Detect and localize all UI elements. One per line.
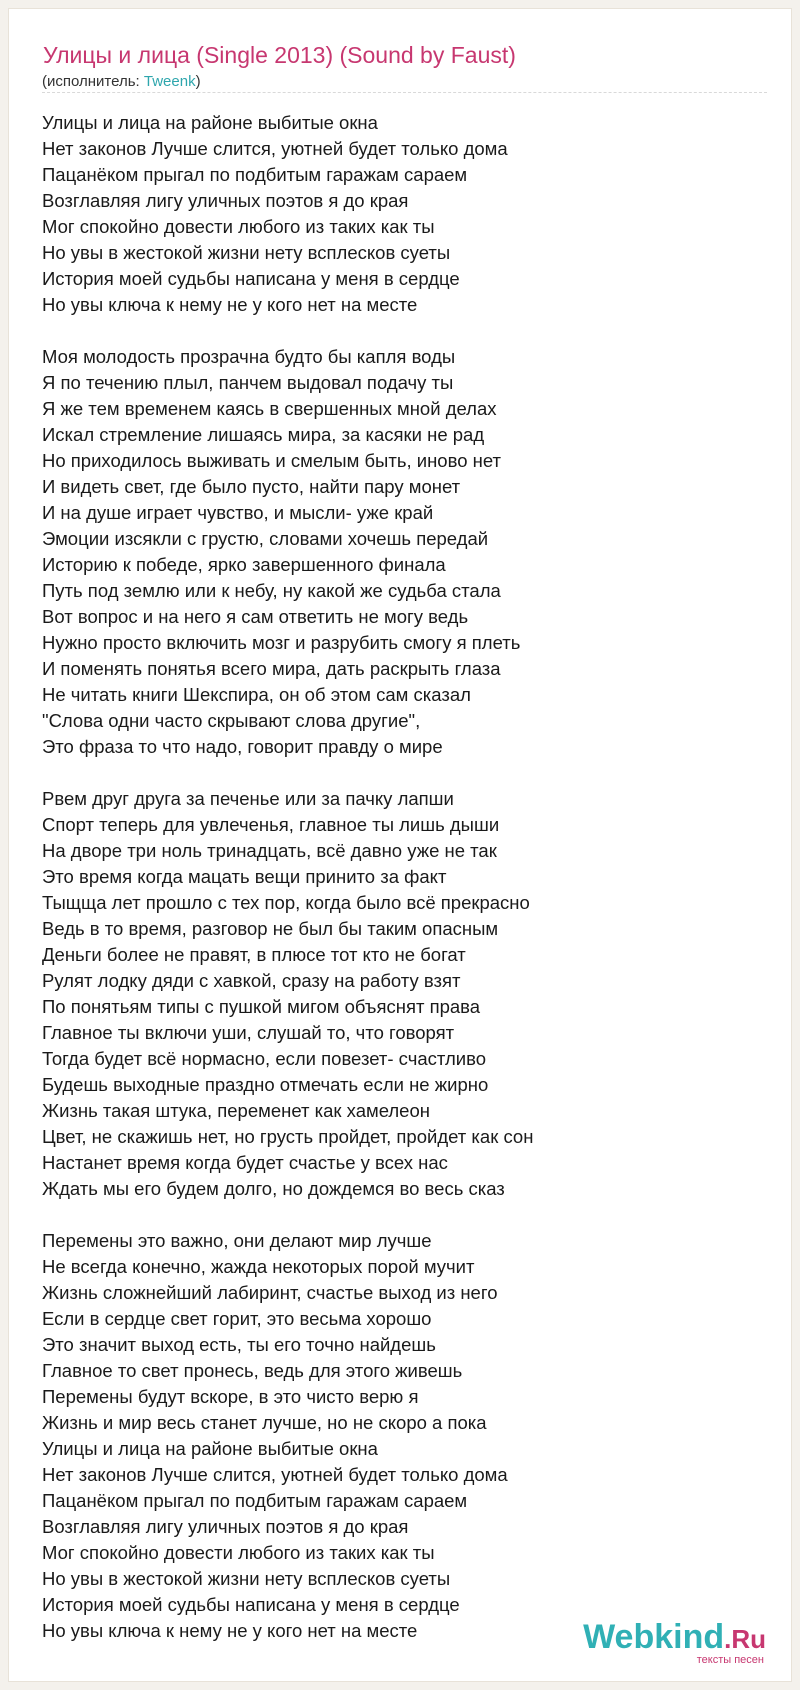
page-card	[9, 9, 791, 1681]
logo-main: Webkind	[583, 1618, 725, 1656]
lyric-line: Мог спокойно довести любого из таких как ты	[42, 216, 435, 237]
header-divider	[42, 92, 767, 93]
lyric-line: И на душе играет чувство, и мысли- уже край	[42, 502, 434, 523]
lyric-line: Не читать книги Шекспира, он об этом сам сказал	[42, 684, 471, 705]
lyric-line: Вот вопрос и на него я сам ответить не могу ведь	[42, 606, 469, 627]
lyrics-body	[42, 110, 762, 1670]
lyric-line: Настанет время когда будет счастье у всех нас	[42, 1152, 448, 1173]
logo-wordmark	[583, 1620, 766, 1656]
lyrics-stanza	[42, 1228, 762, 1644]
lyric-line: Рулят лодку дяди с хавкой, сразу на работу взят	[42, 970, 461, 991]
lyric-line: История моей судьбы написана у меня в сердце	[42, 268, 460, 289]
lyric-line: Улицы и лица на районе выбитые окна	[42, 1438, 378, 1459]
lyric-line: Перемены это важно, они делают мир лучше	[42, 1230, 432, 1251]
lyric-line: Пацанёком прыгал по подбитым гаражам сараем	[42, 1490, 468, 1511]
lyric-line: Нет законов Лучше слится, уютней будет только дома	[42, 138, 508, 159]
lyric-line: И видеть свет, где было пусто, найти пару монет	[42, 476, 461, 497]
lyric-line: Жизнь сложнейший лабиринт, счастье выход из него	[42, 1282, 498, 1303]
lyric-line: Путь под землю или к небу, ну какой же судьба стала	[42, 580, 501, 601]
lyric-line: Эмоции изсякли с грустю, словами хочешь передай	[42, 528, 489, 549]
lyric-line: Улицы и лица на районе выбитые окна	[42, 112, 378, 133]
artist-prefix: (исполнитель:	[42, 73, 144, 90]
lyric-line: Это фраза то что надо, говорит правду о мире	[42, 736, 443, 757]
lyric-line: Перемены будут вскоре, в это чисто верю я	[42, 1386, 419, 1407]
lyric-line: Искал стремление лишаясь мира, за касяки не рад	[42, 424, 485, 445]
lyric-line: Ведь в то время, разговор не был бы таким опасным	[42, 918, 499, 939]
site-logo[interactable]	[583, 1620, 766, 1666]
lyric-line: Ждать мы его будем долго, но дождемся во весь сказ	[42, 1178, 505, 1199]
lyric-line: Главное то свет пронесь, ведь для этого живешь	[42, 1360, 463, 1381]
lyric-line: Жизнь и мир весь станет лучше, но не скоро а пока	[42, 1412, 487, 1433]
lyric-line: Но увы ключа к нему не у кого нет на месте	[42, 294, 418, 315]
lyric-line: Это время когда мацать вещи принито за факт	[42, 866, 447, 887]
lyric-line: Возглавляя лигу уличных поэтов я до края	[42, 190, 409, 211]
artist-link[interactable]: Tweenk	[143, 73, 196, 90]
lyric-line: Но увы ключа к нему не у кого нет на месте	[42, 1620, 418, 1641]
artist-suffix: )	[195, 73, 201, 90]
lyric-line: Но приходилось выживать и смелым быть, иново нет	[42, 450, 501, 471]
lyrics-stanza	[42, 110, 762, 318]
lyric-line: По понятьям типы с пушкой мигом объяснят права	[42, 996, 481, 1017]
lyric-line: Нет законов Лучше слится, уютней будет только дома	[42, 1464, 508, 1485]
lyric-line: Историю к победе, ярко завершенного финала	[42, 554, 446, 575]
lyric-line: Мог спокойно довести любого из таких как ты	[42, 1542, 435, 1563]
lyric-line: Но увы в жестокой жизни нету всплесков суеты	[42, 242, 451, 263]
lyric-line: Я же тем временем каясь в свершенных мной делах	[42, 398, 497, 419]
logo-tagline: тексты песен	[696, 1654, 764, 1666]
lyric-line: Тогда будет всё нормасно, если повезет- счастливо	[42, 1048, 486, 1069]
lyric-line: Деньги более не правят, в плюсе тот кто не богат	[42, 944, 466, 965]
lyric-line: Цвет, не скажишь нет, но грусть пройдет, пройдет как сон	[42, 1126, 534, 1147]
lyric-line: Жизнь такая штука, переменет как хамелеон	[42, 1100, 430, 1121]
lyrics-stanza	[42, 344, 762, 760]
lyric-line: Пацанёком прыгал по подбитым гаражам сараем	[42, 164, 468, 185]
lyric-line: Это значит выход есть, ты его точно найдешь	[42, 1334, 436, 1355]
lyric-line: Тыщща лет прошло с тех пор, когда было всё прекрасно	[42, 892, 530, 913]
lyric-line: Не всегда конечно, жажда некоторых порой мучит	[42, 1256, 475, 1277]
lyric-line: Рвем друг друга за печенье или за пачку лапши	[42, 788, 454, 809]
song-title: Улицы и лица (Single 2013) (Sound by Faust)	[43, 42, 516, 68]
lyric-line: Нужно просто включить мозг и разрубить смогу я плеть	[42, 632, 521, 653]
logo-tld: .Ru	[724, 1624, 766, 1654]
lyric-line: Я по течению плыл, панчем выдовал подачу ты	[42, 372, 454, 393]
lyric-line: Но увы в жестокой жизни нету всплесков суеты	[42, 1568, 451, 1589]
lyric-line: И поменять понятья всего мира, дать раскрыть глаза	[42, 658, 501, 679]
lyrics-stanza	[42, 786, 762, 1202]
lyric-line: Будешь выходные праздно отмечать если не жирно	[42, 1074, 489, 1095]
lyric-line: Если в сердце свет горит, это весьма хорошо	[42, 1308, 432, 1329]
artist-line	[42, 73, 201, 90]
lyric-line: Возглавляя лигу уличных поэтов я до края	[42, 1516, 409, 1537]
lyric-line: На дворе три ноль тринадцать, всё давно уже не так	[42, 840, 497, 861]
lyric-line: Спорт теперь для увлеченья, главное ты лишь дыши	[42, 814, 500, 835]
lyric-line: Главное ты включи уши, слушай то, что говорят	[42, 1022, 455, 1043]
lyric-line: "Слова одни часто скрывают слова другие",	[42, 710, 421, 731]
lyric-line: Моя молодость прозрачна будто бы капля воды	[42, 346, 456, 367]
lyric-line: История моей судьбы написана у меня в сердце	[42, 1594, 460, 1615]
